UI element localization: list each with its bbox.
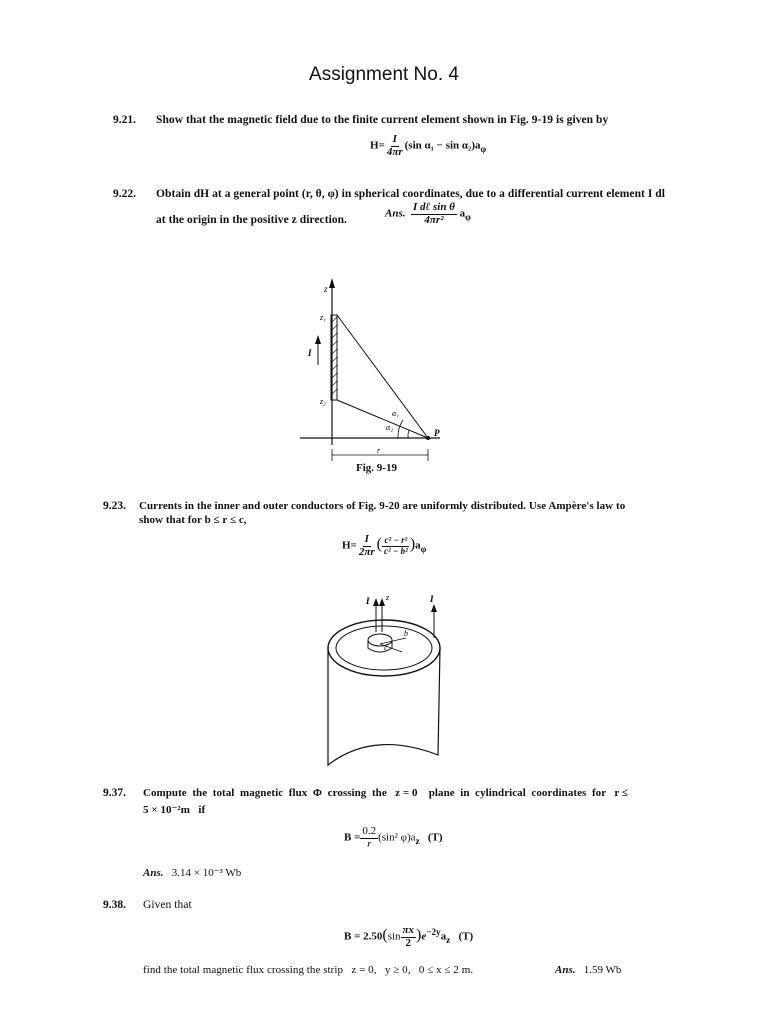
z-axis-arrow-icon	[379, 598, 385, 606]
problem-text-9-23-line2: show that for b ≤ r ≤ c,	[139, 514, 247, 526]
problem-text-9-38-line2: find the total magnetic flux crossing the strip z = 0, y ≥ 0, 0 ≤ x ≤ 2 m.	[143, 964, 474, 976]
figure-9-19	[290, 270, 460, 485]
eq-rhs: (sin α₁ − sin α₂)a	[404, 139, 481, 152]
alpha2-arc	[408, 430, 409, 438]
equation-9-21: H= $\frac{I}{4\pi r}$ (sin $\alpha_1 - \sin \alpha_2)a_\varphi$	[370, 133, 487, 158]
current-label: I	[308, 348, 312, 358]
z-axis-arrow-icon	[329, 278, 335, 288]
alpha2-label: α₂	[386, 423, 393, 432]
inner-current-label: I	[366, 596, 370, 606]
alpha1-label: α₁	[392, 409, 399, 418]
current-arrow-icon	[315, 335, 321, 344]
b-label: b	[404, 629, 408, 638]
inner-current-arrow-icon	[373, 598, 379, 606]
problem-text-9-21: Show that the magnetic field due to the finite current element shown in Fig. 9-19 is given by	[156, 114, 609, 126]
p-label: P	[434, 428, 440, 438]
eq-lhs: H=	[370, 139, 385, 152]
answer-9-38: Ans. 1.59 Wb	[555, 964, 622, 976]
equation-9-38: B = 2.50(sin $\frac{\pi x}{2}$ )$e^{-2y}a_z$ (T)	[344, 924, 474, 949]
figure-9-19-caption: Fig. 9-19	[356, 462, 397, 474]
eq-fraction: $\frac{I}{4\pi r}$	[386, 133, 403, 158]
c-label: c	[384, 644, 388, 652]
problem-number-9-23: 9.23.	[103, 500, 126, 512]
problem-number-9-38: 9.38.	[103, 899, 126, 911]
problem-text-9-38: Given that	[143, 899, 192, 911]
alpha1-arc	[398, 420, 403, 438]
problem-number-9-22: 9.22.	[113, 188, 136, 200]
page-title: Assignment No. 4	[309, 64, 459, 85]
problem-number-9-21: 9.21.	[113, 114, 136, 126]
problem-text-9-37-line2: 5 × 10⁻²m if	[143, 804, 206, 816]
outer-current-arrow-icon	[431, 604, 437, 612]
z2-label: z₂	[320, 397, 326, 406]
z-label: z	[324, 284, 328, 294]
answer-9-22: Ans. $\frac{\text{I dℓ sin θ}}{\text{4πr²}}$ $a_\varphi$	[385, 201, 471, 226]
z-label: z	[386, 593, 390, 602]
equation-9-37: B = $\frac{0.2}{r}$ (sin² $\varphi)a_z$ (T)	[344, 825, 443, 850]
point-p	[426, 436, 430, 440]
problem-text-9-23: Currents in the inner and outer conductors of Fig. 9-20 are uniformly distributed. Use Ampère's law to	[139, 500, 626, 512]
line-to-p-from-z1	[337, 315, 428, 438]
problem-text-9-37: Compute the total magnetic flux Φ crossing the z = 0 plane in cylindrical coordinates for r ≤	[143, 787, 628, 799]
r-label: r	[377, 446, 381, 455]
problem-number-9-37: 9.37.	[103, 787, 126, 799]
answer-9-37: Ans. 3.14 × 10⁻³ Wb	[143, 867, 242, 879]
problem-text-9-22-line2: at the origin in the positive z direction.	[156, 214, 347, 226]
equation-9-23: H= $\frac{I}{2\pi r}$ ( $\frac{\text{c² − r²}}{\text{c² − b²}}$ )$a_\varphi$	[342, 533, 427, 558]
problem-text-9-22: Obtain dH at a general point (r, θ, φ) in spherical coordinates, due to a differential current element I dl	[156, 188, 665, 200]
outer-current-label: I	[430, 594, 434, 604]
z1-label: z₁	[320, 313, 326, 322]
figure-9-20	[318, 590, 468, 770]
